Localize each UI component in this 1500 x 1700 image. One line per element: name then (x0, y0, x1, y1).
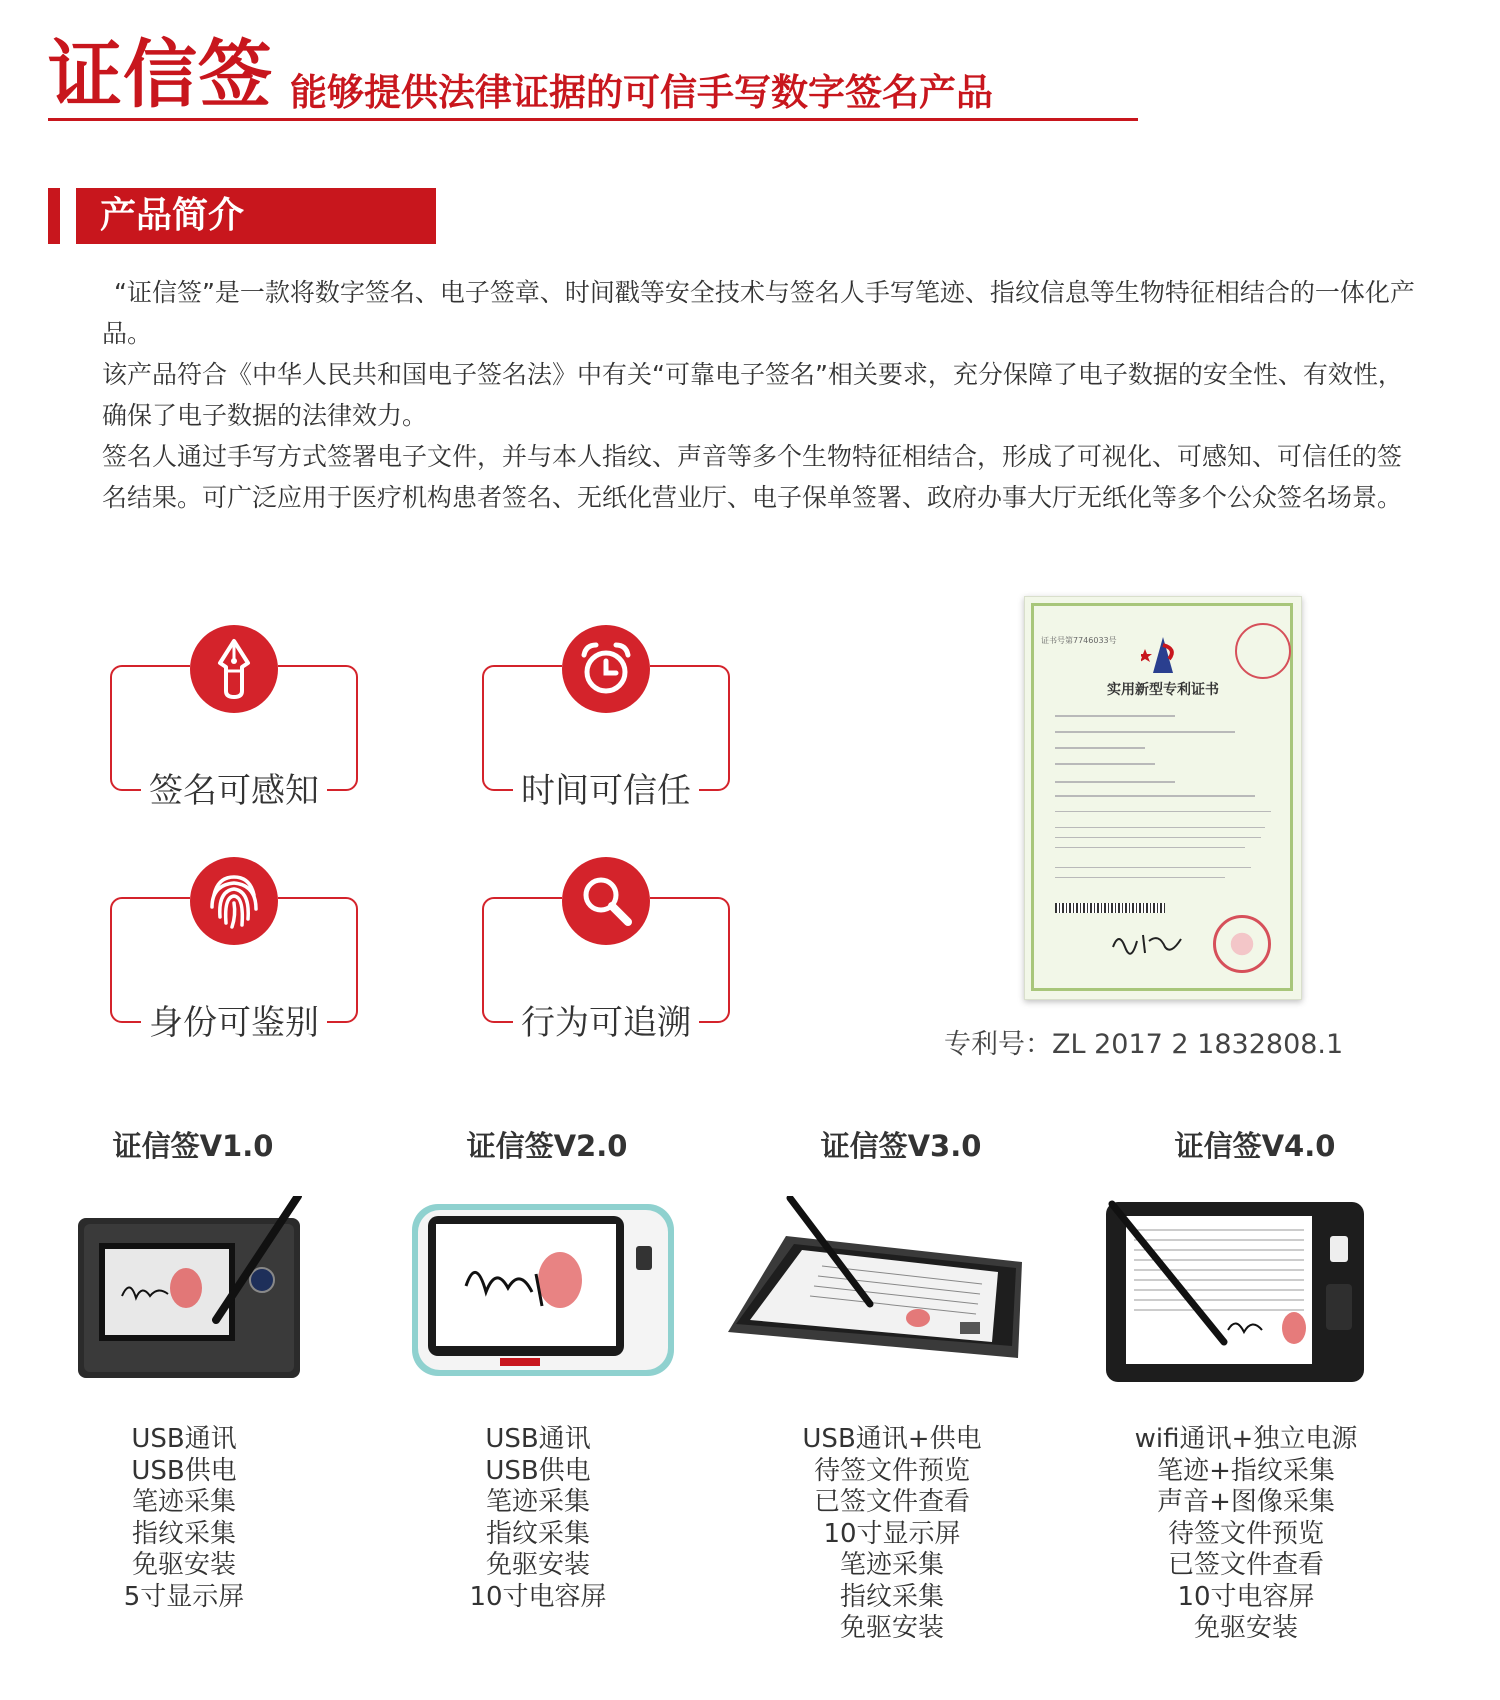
intro-paragraph: “证信签”是一款将数字签名、电子签章、时间戳等安全技术与签名人手写笔迹、指纹信息等生物特征相结合的一体化产品。 (102, 278, 1415, 348)
fingerprint-icon (190, 857, 278, 945)
spec-item: USB通讯 (485, 1424, 591, 1454)
spec-item: 笔迹采集 (839, 1550, 944, 1580)
spec-item: USB通讯 (131, 1424, 237, 1454)
intro-paragraph: 该产品符合《中华人民共和国电子签名法》中有关“可靠电子签名”相关要求，充分保障了电子数据的安全性、有效性，确保了电子数据的法律效力。 (102, 360, 1403, 430)
product-specs-v2 (378, 1424, 698, 1613)
header-divider (48, 118, 1138, 121)
spec-item: 笔迹+指纹采集 (1157, 1455, 1335, 1486)
brand-title: 证信签 (48, 32, 273, 118)
fountain-pen-icon (190, 625, 278, 713)
product-title-v2: 证信签V2.0 (466, 1129, 628, 1163)
spec-item: USB供电 (131, 1455, 237, 1486)
brand-subtitle: 能够提供法律证据的可信手写数字签名产品 (290, 71, 993, 114)
certificate-title: 实用新型专利证书 (1107, 682, 1219, 698)
spec-item: 10寸显示屏 (823, 1518, 961, 1549)
spec-item: 免驱安装 (839, 1613, 944, 1643)
spec-item: USB供电 (485, 1455, 591, 1486)
spec-item: 免驱安装 (485, 1550, 590, 1580)
feature-card (110, 897, 358, 1043)
intro-text (102, 272, 1422, 518)
device-v4-image (1104, 1200, 1366, 1384)
spec-item: 笔迹采集 (131, 1487, 236, 1517)
spec-item: 免驱安装 (131, 1550, 236, 1580)
spec-item: 5寸显示屏 (123, 1581, 245, 1612)
alarm-clock-icon (562, 625, 650, 713)
spec-item: 10寸电容屏 (1177, 1581, 1315, 1612)
magnifier-icon (562, 857, 650, 945)
feature-label: 行为可追溯 (513, 1003, 699, 1043)
patent-office-emblem (1141, 635, 1185, 675)
spec-item: 待签文件预览 (813, 1455, 970, 1486)
spec-item: 免驱安装 (1193, 1613, 1298, 1643)
official-seal (1213, 915, 1271, 973)
product-title-v3: 证信签V3.0 (820, 1129, 982, 1163)
section-accent-bar (48, 188, 60, 244)
patent-number: 专利号：ZL 2017 2 1832808.1 (944, 1029, 1344, 1060)
spec-item: 笔迹采集 (485, 1487, 590, 1517)
product-title-v1: 证信签V1.0 (112, 1129, 274, 1163)
spec-item: USB通讯+供电 (802, 1424, 982, 1454)
red-seal (1235, 623, 1291, 679)
handwritten-signature (1109, 927, 1189, 957)
spec-item: 待签文件预览 (1167, 1518, 1324, 1549)
spec-item: wifi通讯+独立电源 (1134, 1424, 1358, 1454)
feature-label: 签名可感知 (141, 771, 327, 811)
product-title-v4: 证信签V4.0 (1174, 1129, 1336, 1163)
device-v1-image (76, 1196, 302, 1378)
spec-item: 指纹采集 (839, 1581, 944, 1612)
spec-item: 声音+图像采集 (1157, 1487, 1335, 1517)
feature-card (110, 665, 358, 811)
spec-item: 10寸电容屏 (469, 1581, 607, 1612)
spec-item: 已签文件查看 (813, 1487, 970, 1517)
device-v2-image (410, 1196, 676, 1378)
spec-item: 已签文件查看 (1167, 1550, 1324, 1580)
device-v3-image (722, 1196, 1032, 1386)
intro-paragraph: 签名人通过手写方式签署电子文件，并与本人指纹、声音等多个生物特征相结合，形成了可视化、可感知、可信任的签名结果。可广泛应用于医疗机构患者签名、无纸化营业厅、电子保单签署、政府办事大厅无纸化等多个公众签名场景。 (102, 442, 1403, 512)
feature-label: 身份可鉴别 (141, 1003, 327, 1043)
feature-card (482, 665, 730, 811)
section-title: 产品简介 (100, 195, 245, 236)
feature-card (482, 897, 730, 1043)
product-specs-v4 (1086, 1424, 1406, 1645)
spec-item: 指纹采集 (485, 1518, 590, 1549)
product-specs-v1 (24, 1424, 344, 1613)
patent-certificate (1024, 596, 1302, 1000)
spec-item: 指纹采集 (131, 1518, 236, 1549)
product-specs-v3 (732, 1424, 1052, 1645)
certificate-number: 证书号第7746033号 (1041, 636, 1117, 645)
feature-label: 时间可信任 (513, 771, 699, 811)
